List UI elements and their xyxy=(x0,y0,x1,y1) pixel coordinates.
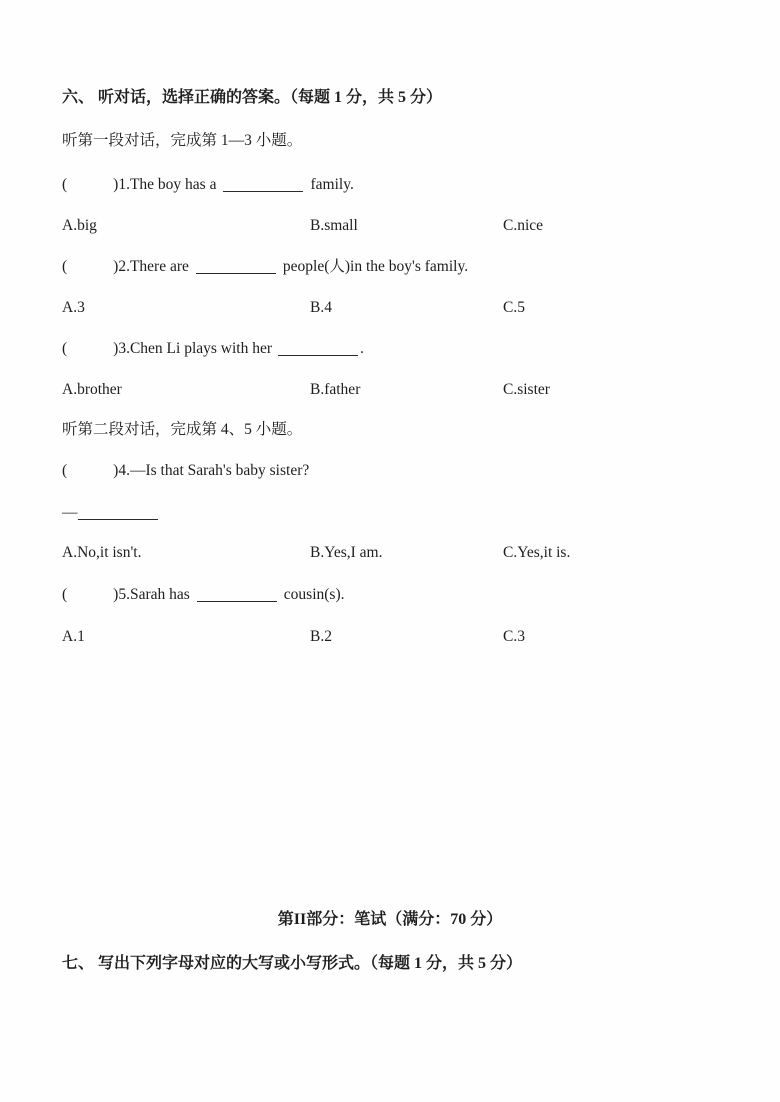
part2-heading: 第II部分：笔试（满分：70 分） xyxy=(277,911,503,928)
option-2c: C.5 xyxy=(503,299,525,316)
option-2b: B.4 xyxy=(310,299,332,316)
section-seven-title: 七、 写出下列字母对应的大写或小写形式。（每题 1 分，共 5 分） xyxy=(62,955,523,972)
question-5-stem-post: cousin(s). xyxy=(283,586,345,603)
question-2 xyxy=(62,257,468,277)
option-4c: C.Yes,it is. xyxy=(503,544,571,561)
options-row-2 xyxy=(62,298,722,318)
option-3a: A.brother xyxy=(62,381,122,398)
question-5 xyxy=(62,585,345,605)
question-4-blank-line xyxy=(78,519,158,520)
options-row-3 xyxy=(62,380,722,400)
options-row-1 xyxy=(62,216,722,236)
options-row-5 xyxy=(62,627,722,647)
option-3b: B.father xyxy=(310,381,361,398)
option-4a: A.No,it isn't. xyxy=(62,544,142,561)
option-2a: A.3 xyxy=(62,299,85,316)
question-2-stem-post: people(人)in the boy's family. xyxy=(282,258,469,275)
answer-paren-open: ( xyxy=(62,340,68,357)
option-5a: A.1 xyxy=(62,628,85,645)
option-1b: B.small xyxy=(310,217,358,234)
option-5b: B.2 xyxy=(310,628,332,645)
question-1-stem-post: family. xyxy=(310,176,354,193)
question-3-stem: )3.Chen Li plays with her xyxy=(113,340,273,357)
question-4 xyxy=(62,461,309,481)
dialog1-intro: 听第一段对话，完成第 1—3 小题。 xyxy=(62,132,303,149)
answer-paren-open: ( xyxy=(62,462,68,479)
question-2-blank-line xyxy=(196,273,276,274)
option-3c: C.sister xyxy=(503,381,550,398)
question-1-blank-line xyxy=(223,191,303,192)
question-1-stem: )1.The boy has a xyxy=(113,176,217,193)
answer-paren-open: ( xyxy=(62,258,68,275)
question-4-stem: )4.—Is that Sarah's baby sister? xyxy=(113,462,310,479)
answer-dash: — xyxy=(62,504,78,521)
option-4b: B.Yes,I am. xyxy=(310,544,383,561)
question-5-blank-line xyxy=(197,601,277,602)
options-row-4 xyxy=(62,543,722,563)
question-5-stem: )5.Sarah has xyxy=(113,586,190,603)
question-3-stem-post: . xyxy=(360,340,364,357)
option-1a: A.big xyxy=(62,217,97,234)
option-5c: C.3 xyxy=(503,628,525,645)
answer-paren-open: ( xyxy=(62,586,68,603)
dialog2-intro: 听第二段对话，完成第 4、5 小题。 xyxy=(62,421,303,438)
option-1c: C.nice xyxy=(503,217,544,234)
question-2-stem: )2.There are xyxy=(113,258,189,275)
section-six-title: 六、 听对话，选择正确的答案。（每题 1 分，共 5 分） xyxy=(62,89,443,106)
question-1 xyxy=(62,175,354,195)
question-4-answer-line xyxy=(62,503,158,523)
question-3-blank-line xyxy=(278,355,358,356)
answer-paren-open: ( xyxy=(62,176,68,193)
question-3 xyxy=(62,339,364,359)
